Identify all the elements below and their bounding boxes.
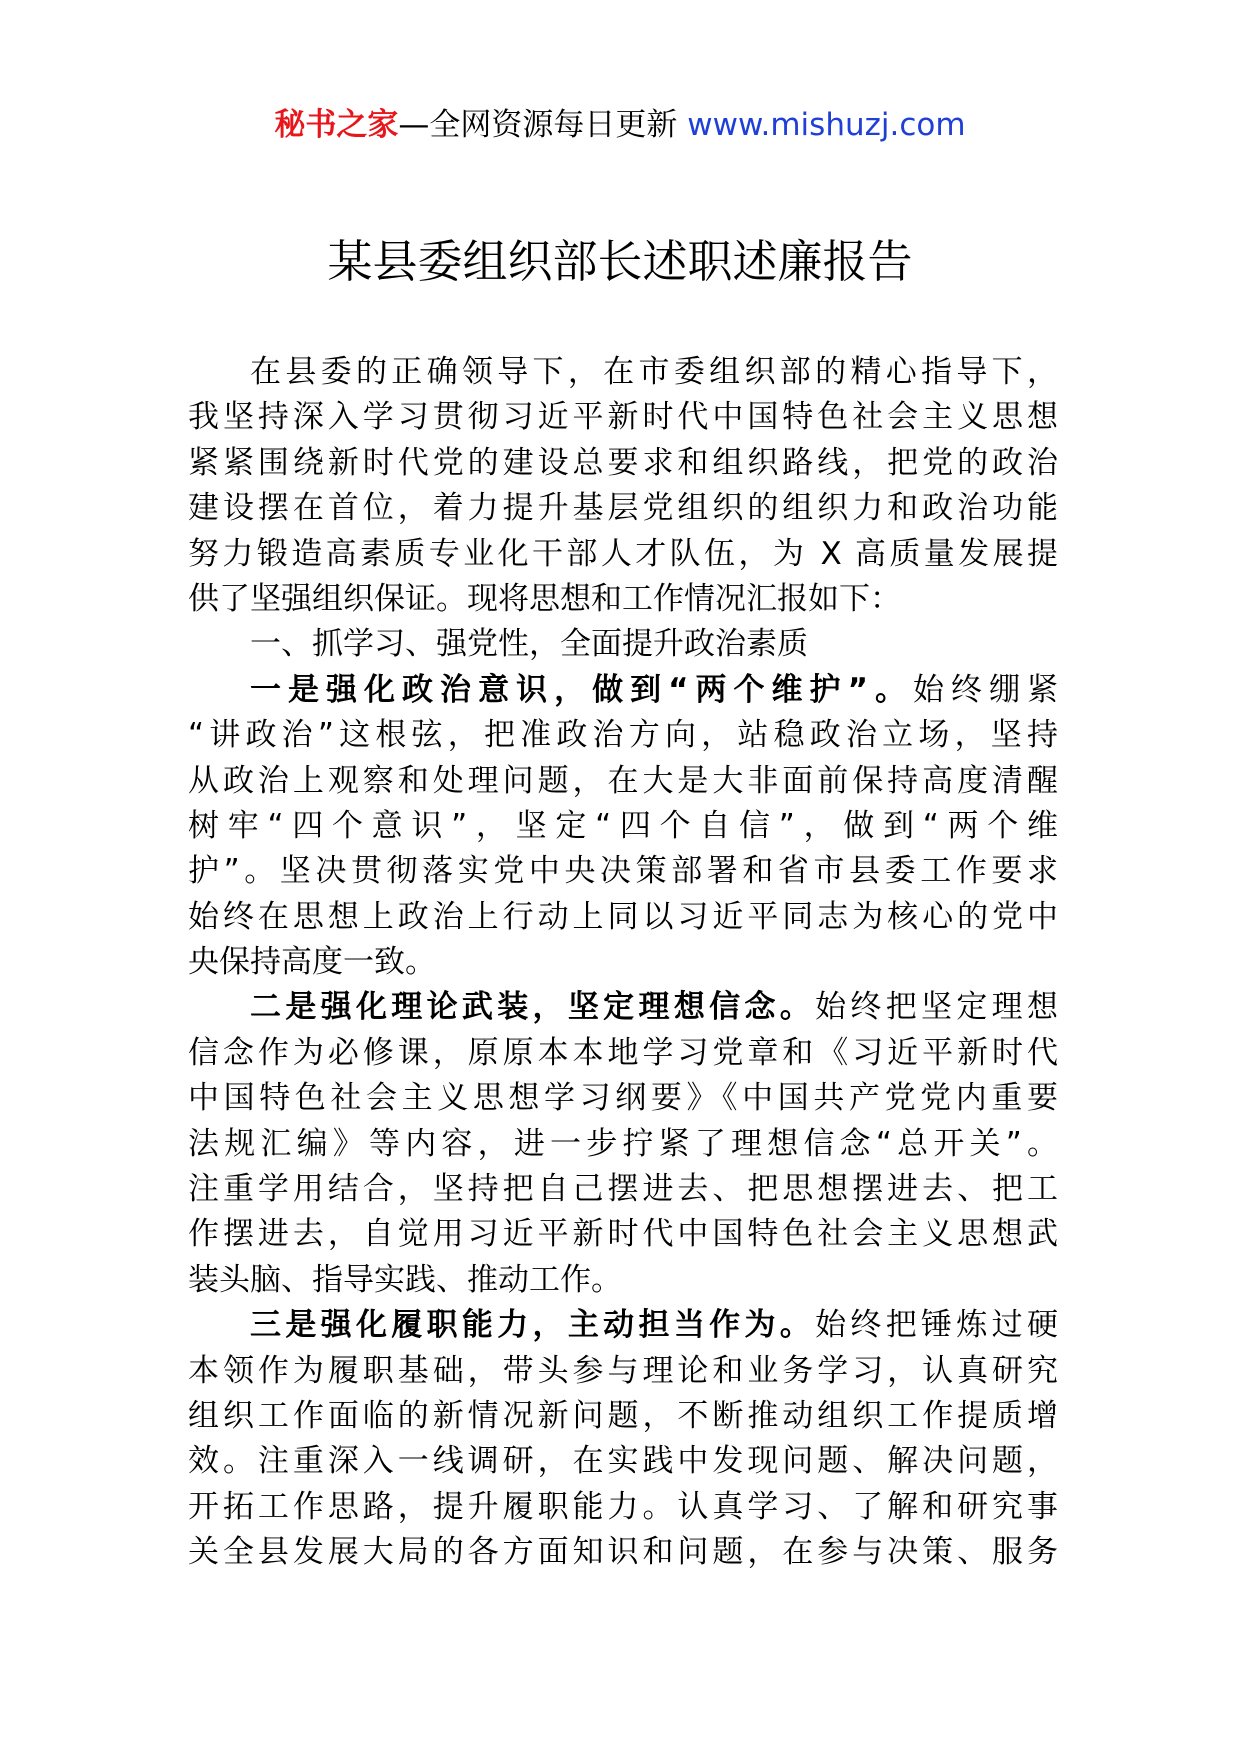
- paragraph-line: [188, 668, 1058, 713]
- paragraph-line: 我坚持深入学习贯彻习近平新时代中国特色社会主义思想: [188, 399, 1058, 436]
- paragraph-lead: 二是强化理论武装，坚定理想信念。: [250, 989, 816, 1026]
- paragraph-line: 开拓工作思路，提升履职能力。认真学习、了解和研究事: [188, 1488, 1058, 1525]
- paragraph-lead: 三是强化履职能力，主动担当作为。: [250, 1307, 816, 1344]
- paragraph-line: 建设摆在首位，着力提升基层党组织的组织力和政治功能: [188, 490, 1058, 527]
- paragraph-line: “讲政治”这根弦，把准政治方向，站稳政治立场，坚持: [188, 717, 1058, 754]
- document-body: [188, 350, 1058, 1576]
- paragraph-line: 树牢“四个意识”，坚定“四个自信”，做到“两个维: [188, 807, 1058, 844]
- paragraph-line: 始终在思想上政治上行动上同以习近平同志为核心的党中: [188, 898, 1058, 935]
- header-tagline: —全网资源每日更新: [398, 107, 688, 143]
- paragraph-line: 努力锻造高素质专业化干部人才队伍，为 X 高质量发展提: [188, 535, 1058, 572]
- paragraph-line: 效。注重深入一线调研，在实践中发现问题、解决问题，: [188, 1443, 1058, 1480]
- site-url-link[interactable]: www.mishuzj.com: [687, 107, 966, 143]
- paragraph-text: 始终把锤炼过硬: [815, 1307, 1059, 1344]
- paragraph-line: 本领作为履职基础，带头参与理论和业务学习，认真研究: [188, 1352, 1058, 1389]
- paragraph-line: 关全县发展大局的各方面知识和问题，在参与决策、服务: [188, 1534, 1058, 1571]
- site-header: [0, 100, 1240, 150]
- paragraph-line: 注重学用结合，坚持把自己摆进去、把思想摆进去、把工: [188, 1171, 1058, 1208]
- section-heading: 一、抓学习、强党性，全面提升政治素质: [250, 626, 808, 663]
- paragraph-line: 组织工作面临的新情况新问题，不断推动组织工作提质增: [188, 1397, 1058, 1434]
- paragraph-line: 在县委的正确领导下，在市委组织部的精心指导下，: [250, 354, 1058, 390]
- paragraph-line: 从政治上观察和处理问题，在大是大非面前保持高度清醒: [188, 762, 1058, 799]
- paragraph-line: 信念作为必修课，原原本本地学习党章和《习近平新时代: [188, 1034, 1058, 1071]
- paragraph-line: 装头脑、指导实践、推动工作。: [188, 1261, 622, 1298]
- paragraph-line: 紧紧围绕新时代党的建设总要求和组织路线，把党的政治: [188, 444, 1058, 481]
- paragraph-line: 央保持高度一致。: [188, 944, 436, 981]
- paragraph-text: 始终把坚定理想: [815, 989, 1059, 1026]
- paragraph-lead: 一是强化政治意识，做到“两个维护”。: [250, 671, 913, 708]
- paragraph-line: [188, 1303, 1058, 1348]
- brand-name: 秘书之家: [274, 107, 399, 143]
- paragraph-text: 始终绷紧: [912, 671, 1059, 708]
- document-title: 某县委组织部长述职述廉报告: [327, 235, 913, 288]
- paragraph-line: 作摆进去，自觉用习近平新时代中国特色社会主义思想武: [188, 1216, 1058, 1253]
- paragraph-line: 供了坚强组织保证。现将思想和工作情况汇报如下：: [188, 580, 901, 617]
- paragraph-line: 中国特色社会主义思想学习纲要》《中国共产党党内重要: [188, 1080, 1058, 1117]
- paragraph-line: 法规汇编》等内容，进一步拧紧了理想信念“总开关”。: [188, 1125, 1058, 1162]
- paragraph-line: [188, 985, 1058, 1030]
- paragraph-line: 护”。坚决贯彻落实党中央决策部署和省市县委工作要求: [188, 853, 1058, 890]
